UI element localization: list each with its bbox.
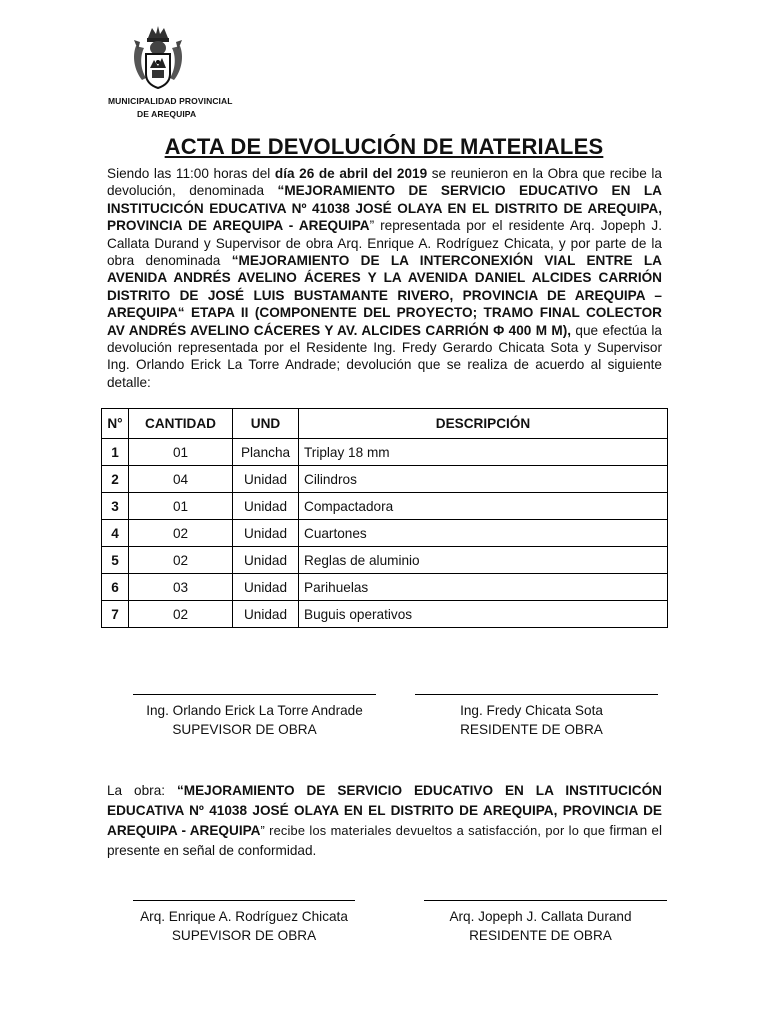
- signature-resident-bottom: [424, 900, 667, 945]
- row-number: 7: [102, 601, 129, 628]
- row-unit: Unidad: [233, 493, 299, 520]
- materials-table: [101, 408, 668, 628]
- row-description: Compactadora: [299, 493, 668, 520]
- table-row: [102, 439, 668, 466]
- receiving-work-name: “MEJORAMIENTO DE SERVICIO EDUCATIVO EN LA INSTITUCICÓN EDUCATIVA Nº 41038 JOSÉ OLAYA EN EL DISTRITO DE AREQUIPA, PROVINCIA DE AREQUIPA - AREQUIPA: [107, 183, 663, 234]
- row-number: 2: [102, 466, 129, 493]
- document-title: ACTA DE DEVOLUCIÓN DE MATERIALES: [164, 134, 604, 159]
- signer-name: Ing. Orlando Erick La Torre Andrade: [146, 703, 363, 718]
- outro-text-3: firman el presente en señal de conformidad.: [107, 823, 662, 858]
- row-description: Reglas de aluminio: [299, 547, 668, 574]
- intro-text-3: ” representada por el residente Arq. Jopeph J. Callata Durand y Supervisor de obra Arq. Enrique A. Rodríguez Chicata, y por parte de la obra denominada: [107, 218, 663, 269]
- coat-of-arms-icon: [132, 22, 184, 92]
- row-description: Triplay 18 mm: [299, 439, 668, 466]
- signature-line: [415, 694, 658, 695]
- row-quantity: 03: [129, 574, 233, 601]
- signature-line: [133, 694, 376, 695]
- signer-name: Ing. Fredy Chicata Sota: [460, 703, 603, 718]
- org-line-2: DE AREQUIPA: [137, 109, 197, 119]
- signature-resident-top: [415, 694, 658, 739]
- signer-role: RESIDENTE DE OBRA: [460, 722, 603, 737]
- intro-text-2: se reunieron en la Obra que recibe la devolución, denominada: [107, 166, 662, 199]
- organization-name: [108, 95, 233, 121]
- table-row: [102, 493, 668, 520]
- row-unit: Unidad: [233, 520, 299, 547]
- row-unit: Unidad: [233, 601, 299, 628]
- signer-name: Arq. Enrique A. Rodríguez Chicata: [140, 909, 348, 924]
- row-number: 5: [102, 547, 129, 574]
- signer-role: SUPEVISOR DE OBRA: [172, 722, 317, 737]
- row-description: Parihuelas: [299, 574, 668, 601]
- table-row: [102, 574, 668, 601]
- row-description: Cilindros: [299, 466, 668, 493]
- signature-supervisor-top: [133, 694, 376, 739]
- row-quantity: 01: [129, 439, 233, 466]
- row-unit: Unidad: [233, 466, 299, 493]
- signature-supervisor-bottom: [133, 900, 355, 945]
- row-quantity: 02: [129, 601, 233, 628]
- signer-role: SUPEVISOR DE OBRA: [171, 928, 317, 943]
- row-description: Buguis operativos: [299, 601, 668, 628]
- receiving-work-name: “MEJORAMIENTO DE SERVICIO EDUCATIVO EN LA INSTITUCICÓN EDUCATIVA Nº 41038 JOSÉ OLAYA EN EL DISTRITO DE AREQUIPA, PROVINCIA DE AREQUIPA - AREQUIPA: [107, 783, 662, 838]
- row-quantity: 04: [129, 466, 233, 493]
- signature-line: [424, 900, 667, 901]
- table-row: [102, 520, 668, 547]
- intro-paragraph: [107, 165, 662, 391]
- header-description: DESCRIPCIÓN: [299, 409, 668, 439]
- signer-role: RESIDENTE DE OBRA: [469, 928, 612, 943]
- row-quantity: 02: [129, 520, 233, 547]
- row-number: 4: [102, 520, 129, 547]
- row-unit: Unidad: [233, 547, 299, 574]
- receipt-paragraph: [107, 781, 662, 861]
- table-row: [102, 601, 668, 628]
- header-number: N°: [102, 409, 129, 439]
- intro-text-1: Siendo las 11:00 horas del: [107, 166, 275, 181]
- row-quantity: 02: [129, 547, 233, 574]
- row-quantity: 01: [129, 493, 233, 520]
- table-row: [102, 547, 668, 574]
- header-quantity: CANTIDAD: [129, 409, 233, 439]
- returning-work-name: “MEJORAMIENTO DE LA INTERCONEXIÓN VIAL ENTRE LA AVENIDA ANDRÉS AVELINO ÁCERES Y LA AVENIDA DANIEL ALCIDES CARRIÓN DISTRITO DE JOSÉ LUIS BUSTAMANTE RIVERO, PROVINCIA DE AREQUIPA – AREQUIPA“ ETAPA II (COMPONENTE DEL PROYECTO; TRAMO FINAL COLECTOR AV ANDRÉS AVELINO CÁCERES Y AV. ALCIDES CARRIÓN Φ 400 M M),: [107, 253, 663, 338]
- row-number: 1: [102, 439, 129, 466]
- outro-text-1: La obra:: [107, 783, 177, 798]
- signer-name: Arq. Jopeph J. Callata Durand: [449, 909, 632, 924]
- outro-text-2: ” recibe los materiales devueltos a satisfacción, por lo que: [260, 823, 606, 838]
- table-row: [102, 466, 668, 493]
- row-description: Cuartones: [299, 520, 668, 547]
- row-unit: Plancha: [233, 439, 299, 466]
- meeting-date: día 26 de abril del 2019: [274, 166, 428, 181]
- row-number: 6: [102, 574, 129, 601]
- table-header-row: [102, 409, 668, 439]
- row-number: 3: [102, 493, 129, 520]
- row-unit: Unidad: [233, 574, 299, 601]
- intro-text-4: que efectúa la devolución representada por el Residente Ing. Fredy Gerardo Chicata Sota y Supervisor Ing. Orlando Erick La Torre Andrade; devolución que se realiza de acuerdo al siguiente detalle:: [107, 322, 662, 390]
- header-unit: UND: [233, 409, 299, 439]
- signature-line: [133, 900, 355, 901]
- org-line-1: MUNICIPALIDAD PROVINCIAL: [108, 96, 233, 106]
